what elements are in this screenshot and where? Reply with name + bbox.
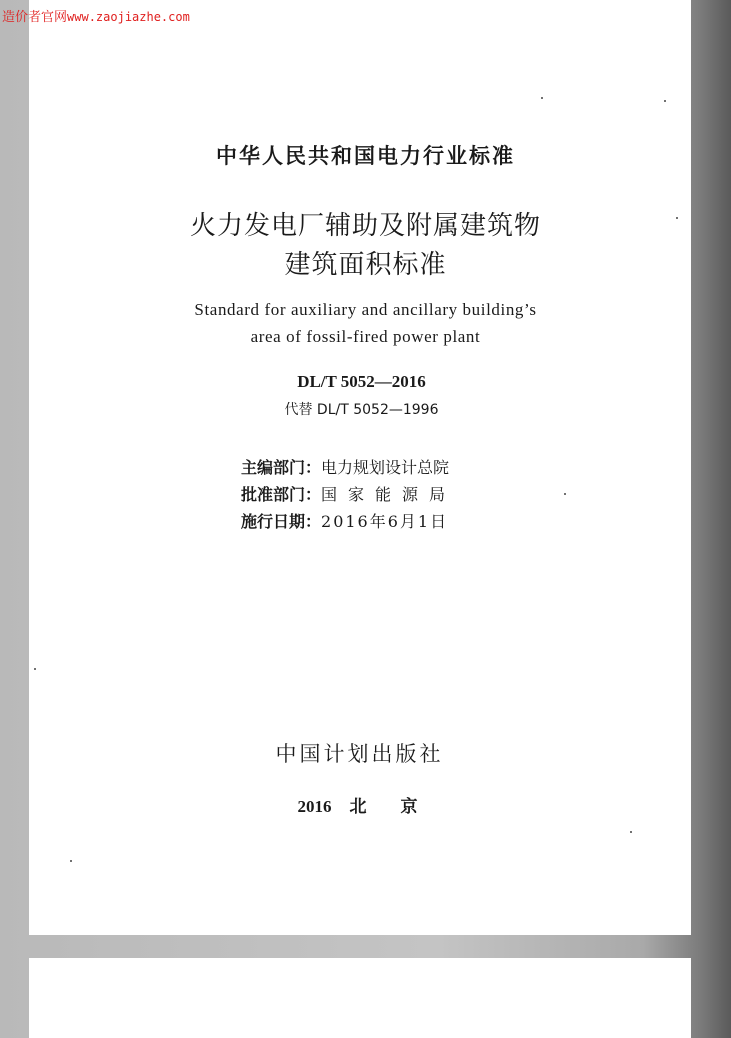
- effective-label: 施行日期：: [241, 512, 322, 531]
- effective-value: 2016年6月1日: [321, 512, 449, 531]
- publication-place-year: [0, 792, 723, 817]
- approver-label: 批准部门：: [241, 485, 322, 504]
- scan-speck: [664, 100, 666, 102]
- standard-series-title: 中华人民共和国电力行业标准: [216, 144, 515, 168]
- standard-code: DL/T 5052—2016: [297, 372, 426, 391]
- next-document-page: [29, 958, 691, 1038]
- document-title-en-line1: Standard for auxiliary and ancillary building’s: [194, 300, 537, 319]
- approver-line: [241, 482, 456, 505]
- scan-speck: [564, 493, 566, 495]
- editor-value: 电力规划设计总院: [321, 458, 450, 477]
- watermark-url: www.zaojiazhe.com: [67, 10, 190, 24]
- document-title-cn-line1: 火力发电厂辅助及附属建筑物: [189, 211, 541, 241]
- publication-city-char1: 北: [349, 797, 367, 816]
- scan-speck: [676, 217, 678, 219]
- document-title-en-line2: area of fossil-fired power plant: [250, 327, 481, 346]
- publication-city-char2: 京: [400, 797, 418, 816]
- document-title-cn-line2: 建筑面积标准: [284, 250, 447, 280]
- replaces-code: 代替 DL/T 5052—1996: [284, 402, 439, 418]
- scan-speck: [34, 668, 36, 670]
- publisher: 中国计划出版社: [275, 742, 444, 766]
- editor-line: [241, 455, 449, 478]
- effective-date-line: [241, 509, 448, 532]
- watermark-site-name: 造价者官网: [2, 10, 68, 25]
- publication-year: 2016: [297, 797, 332, 816]
- watermark[interactable]: [2, 6, 190, 25]
- approver-value: 国家能源局: [321, 485, 457, 504]
- scan-speck: [541, 97, 543, 99]
- scan-speck: [630, 831, 632, 833]
- editor-label: 主编部门：: [241, 458, 322, 477]
- scan-speck: [70, 860, 72, 862]
